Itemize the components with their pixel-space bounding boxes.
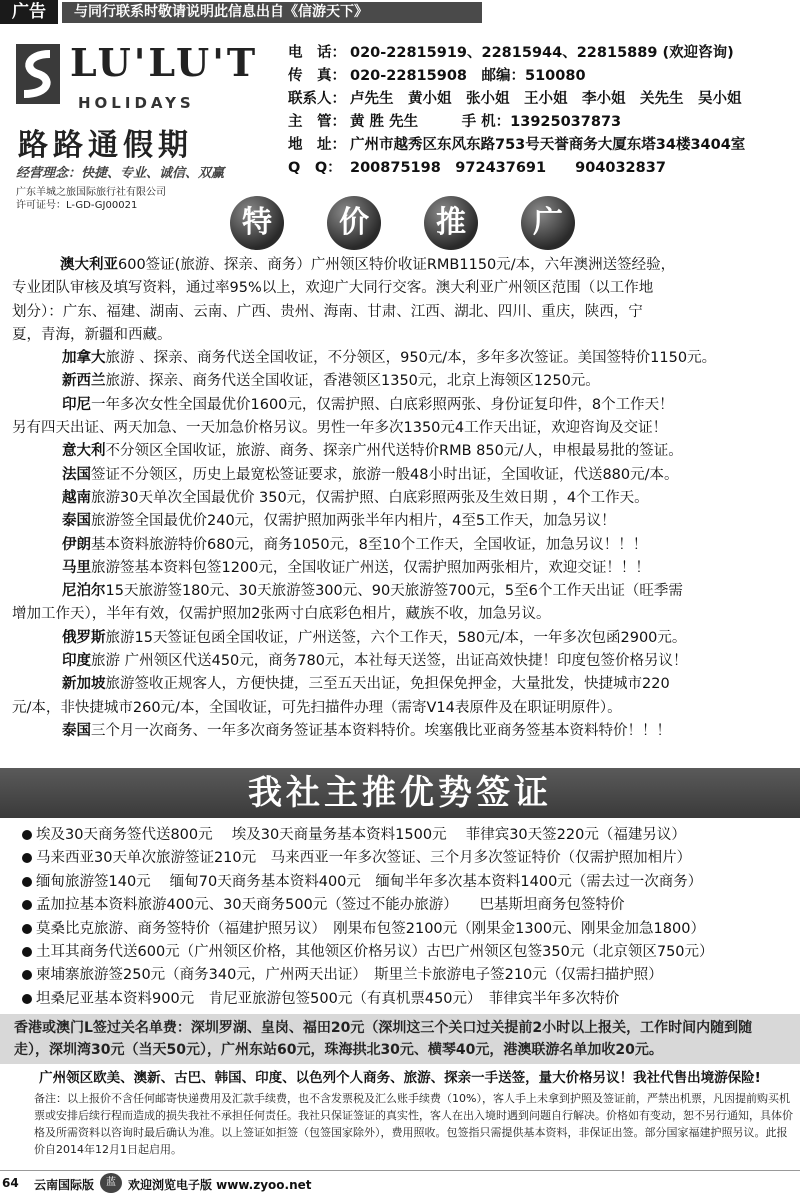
top-banner <box>0 0 800 26</box>
contact-row <box>288 65 798 88</box>
featured-visa-text: 缅甸旅游签140元 缅甸70天商务基本资料400元 缅甸半年多次基本资料1400元（需去过一次商务） <box>36 873 703 890</box>
featured-visa-item <box>22 918 792 941</box>
promo-text: 旅游签收正规客人，方便快捷，三至五天出证，免担保免押金，大量批发，快捷城市220 <box>105 676 670 693</box>
promo-text: 签证不分领区，历史上最宽松签证要求，旅游一般48小时出证，全国收证，代送880元/本。 <box>91 466 679 483</box>
promo-line <box>12 627 790 650</box>
bullet-icon <box>22 853 32 863</box>
featured-visa-banner <box>0 768 800 818</box>
promo-line <box>12 580 790 603</box>
promo-country: 越南 <box>62 489 91 506</box>
promo-title-char: 广 <box>521 196 575 250</box>
promo-line <box>12 347 790 370</box>
contact-value: 广州市越秀区东风东路753号天誉商务大厦东塔34楼3404室 <box>350 137 746 153</box>
promo-country: 伊朗 <box>62 536 91 553</box>
promo-text: 元/本，非快捷城市260元/本，全国收证，可先扫描件办理（需寄V14表原件及在职证明原件）。 <box>12 699 622 716</box>
promo-line <box>12 324 790 347</box>
bullet-icon <box>22 924 32 934</box>
promo-line <box>12 254 790 277</box>
promo-line <box>12 277 790 300</box>
promo-text: 旅游签基本资料包签1200元，全国收证广州送，仅需护照加两张相片，欢迎交证！！！ <box>91 559 650 576</box>
edition-name: 云南国际版 <box>34 1178 95 1192</box>
promo-text: 增加工作天），半年有效，仅需护照加2张两寸白底彩色相片，藏族不收，加急另议。 <box>12 606 551 623</box>
footer <box>0 1170 800 1196</box>
promo-text: 专业团队审核及填写资料，通过率95%以上，欢迎广大同行交客。澳大利亚广州领区范围（以工作地 <box>12 280 654 297</box>
promo-title-char: 推 <box>424 196 478 250</box>
bullet-icon <box>22 970 32 980</box>
contact-row <box>288 88 798 111</box>
promo-line <box>12 394 790 417</box>
contact-label: 地 址： <box>288 137 346 153</box>
bullet-icon <box>22 877 32 887</box>
brand-logo <box>16 38 259 188</box>
contact-value: 黄 胜 先生 手 机：13925037873 <box>350 114 622 130</box>
contact-value: 020-22815919、22815944、22815889 (欢迎咨询) <box>350 45 734 61</box>
promo-text: 旅游 广州领区代送450元，商务780元，本社每天送签，出证高效快捷！印度包签价格另议！ <box>91 653 688 670</box>
bullet-icon <box>22 994 32 1004</box>
promo-country: 泰国 <box>62 513 91 530</box>
promo-country: 法国 <box>62 466 91 483</box>
featured-visa-list <box>22 824 792 1011</box>
promo-country: 马里 <box>62 559 91 576</box>
contact-value: 卢先生 黄小姐 张小姐 王小姐 李小姐 关先生 吴小姐 <box>350 91 742 107</box>
featured-visa-item <box>22 941 792 964</box>
promo-country: 加拿大 <box>62 350 106 367</box>
website-link[interactable]: 欢迎浏览电子版 www.zyoo.net <box>128 1178 312 1192</box>
hk-macau-box: 香港或澳门L签过关名单费：深圳罗湖、皇岗、福田20元（深圳这三个关口过关提前2小时以上报关，工作时间内随到随走），深圳湾30元（当天50元），广州东站60元，珠海拱北30元、横琴40元，港澳联游名单加收20元。 <box>0 1014 800 1064</box>
featured-visa-title: 我社主推优势签证 <box>248 773 552 813</box>
bullet-icon <box>22 947 32 957</box>
promo-title-char: 特 <box>230 196 284 250</box>
ad-notice: 与同行联系时敬请说明此信息出自《信游天下》 <box>62 2 482 23</box>
featured-visa-item <box>22 871 792 894</box>
featured-visa-text: 莫桑比克旅游、商务签特价（福建护照另议） 刚果布包签2100元（刚果金1300元、刚果金加急1800） <box>36 920 705 937</box>
promo-text: 旅游30天单次全国最优价 350元，仅需护照、白底彩照两张及生效日期 ，4个工作天。 <box>91 489 649 506</box>
promo-line <box>12 370 790 393</box>
promo-text: 旅游签全国最优价240元，仅需护照加两张半年内相片，4至5工作天，加急另议！ <box>91 513 616 530</box>
brand-name-en: LU'LU'T <box>70 40 259 85</box>
contact-label: Q Q： <box>288 160 342 176</box>
promo-line <box>12 720 790 743</box>
brand-name-cn: 路路通假期 <box>18 128 193 163</box>
featured-visa-text: 孟加拉基本资料旅游400元、30天商务500元（签过不能办旅游） 巴基斯坦商务包签特价 <box>36 897 625 914</box>
brand-holidays: HOLIDAYS <box>78 94 195 112</box>
promo-country: 新加坡 <box>62 676 106 693</box>
contact-label: 电 话： <box>288 45 346 61</box>
promo-text: 15天旅游签180元、30天旅游签300元、90天旅游签700元，5至6个工作天出证（旺季需 <box>105 583 683 600</box>
featured-visa-text: 埃及30天商务签代送800元 埃及30天商量务基本资料1500元 菲律宾30天签220元（福建另议） <box>36 827 686 843</box>
promo-country: 澳大利亚 <box>60 257 118 273</box>
featured-visa-text: 坦桑尼亚基本资料900元 肯尼亚旅游包签500元（有真机票450元） 菲律宾半年多次特价 <box>36 990 620 1007</box>
promo-text: 旅游15天签证包函全国收证，广州送签，六个工作天，580元/本，一年多次包函2900元。 <box>105 629 687 646</box>
promo-title-char: 价 <box>327 196 381 250</box>
featured-visa-item <box>22 964 792 987</box>
featured-visa-item <box>22 988 792 1011</box>
contact-row <box>288 134 798 157</box>
footer-logo-icon: 蓝 <box>100 1173 122 1193</box>
promo-text: 基本资料旅游特价680元，商务1050元，8至10个工作天，全国收证，加急另议！！！ <box>91 536 648 553</box>
company-info <box>16 186 166 212</box>
ad-tag: 广告 <box>0 0 58 24</box>
contact-label: 主 管： <box>288 114 346 130</box>
promo-text: 另有四天出证、两天加急、一天加急价格另议。男性一年多次1350元4工作天出证，欢迎咨询及交证！ <box>12 420 668 437</box>
promo-line <box>12 697 790 720</box>
promo-line <box>12 417 790 440</box>
promo-line <box>12 673 790 696</box>
promo-line <box>12 534 790 557</box>
company-name: 广东羊城之旅国际旅行社有限公司 <box>16 187 166 198</box>
promo-country: 俄罗斯 <box>62 629 106 646</box>
contact-value: 020-22815908 邮编：510080 <box>350 68 586 84</box>
promo-title <box>230 196 590 252</box>
promo-country: 尼泊尔 <box>62 583 106 600</box>
promo-line <box>12 603 790 626</box>
promo-line <box>12 487 790 510</box>
promo-country: 泰国 <box>62 722 91 739</box>
featured-visa-item <box>22 847 792 870</box>
contact-label: 联系人： <box>288 91 346 107</box>
promo-line <box>12 301 790 324</box>
promo-text: 600签证(旅游、探亲、商务）广州领区特价收证RMB1150元/本，六年澳洲送签经验， <box>118 257 676 273</box>
featured-visa-item <box>22 824 792 847</box>
promo-country: 印度 <box>62 653 91 670</box>
contact-label: 传 真： <box>288 68 346 84</box>
promo-country: 新西兰 <box>62 373 106 390</box>
promo-text: 夏，青海，新疆和西藏。 <box>12 326 172 343</box>
promo-body <box>12 254 790 743</box>
bullet-icon <box>22 900 32 910</box>
promo-text: 三个月一次商务、一年多次商务签证基本资料特价。埃塞俄比亚商务签基本资料特价！！！ <box>91 722 671 739</box>
promo-country: 意大利 <box>62 443 106 460</box>
page-number: 64 <box>2 1176 19 1190</box>
contact-row <box>288 157 798 180</box>
promo-line <box>12 464 790 487</box>
contact-value: 200875198 972437691 904032837 <box>350 160 666 176</box>
featured-visa-item <box>22 894 792 917</box>
contact-row <box>288 111 798 134</box>
license-number: 许可证号：L-GD-GJ00021 <box>16 200 138 211</box>
brand-philosophy: 经营理念：快捷、专业、诚信、双赢 <box>16 166 225 181</box>
promo-country: 印尼 <box>62 396 91 413</box>
promo-line <box>12 440 790 463</box>
promo-line <box>12 557 790 580</box>
remarks: 备注：以上报价不含任何邮寄快递费用及汇款手续费，也不含发票税及汇么账手续费（10%），客人手上未拿到护照及签证前，严禁出机票，凡因提前购买机票或安排后续行程而造成的损失我社不承担任何责任。我社只保证签证的真实性，客人在出入境时遇到问题自行解决。价格如有变动，恕不另行通知，具体价格及所需资料以咨询时最后确认为准。以上签证如拒签（包签国家除外），费用照收。包签指只需提供基本资料，非保证出签。部分国家福建护照另议。此报价自2014年12月1日起启用。 <box>34 1092 793 1156</box>
promo-line <box>12 510 790 533</box>
featured-visa-text: 柬埔寨旅游签250元（商务340元，广州两天出证） 斯里兰卡旅游电子签210元（仅需扫描护照） <box>36 967 663 984</box>
featured-visa-text: 马来西亚30天单次旅游签证210元 马来西亚一年多次签证、三个月多次签证特价（仅需护照加相片） <box>36 850 692 867</box>
contact-row <box>288 42 798 65</box>
promo-text: 不分领区全国收证，旅游、商务、探亲广州代送特价RMB 850元/人，申根最易批的签证。 <box>105 443 683 460</box>
promo-line <box>12 650 790 673</box>
logo-mark-icon <box>16 44 60 104</box>
promo-text: 旅游、探亲、商务代送全国收证，香港领区1350元，北京上海领区1250元。 <box>105 373 600 390</box>
featured-visa-text: 土耳其商务代送600元（广州领区价格，其他领区价格另议）古巴广州领区包签350元（北京领区750元） <box>36 944 714 961</box>
promo-text: 旅游 、探亲、商务代送全国收证，不分领区，950元/本，多年多次签证。美国签特价1150元。 <box>105 350 717 367</box>
contact-block <box>288 42 798 180</box>
promo-text: 一年多次女性全国最优价1600元，仅需护照、白底彩照两张、身份证复印件，8个工作天！ <box>91 396 674 413</box>
guangzhou-line: 广州领区欧美、澳新、古巴、韩国、印度、以色列个人商务、旅游、探亲一手送签，量大价格另议！我社代售出境游保险! <box>39 1070 761 1086</box>
promo-text: 划分）：广东、福建、湖南、云南、广西、贵州、海南、甘肃、江西、湖北、四川、重庆，陕西，宁 <box>12 303 643 320</box>
bullet-icon <box>22 830 32 840</box>
